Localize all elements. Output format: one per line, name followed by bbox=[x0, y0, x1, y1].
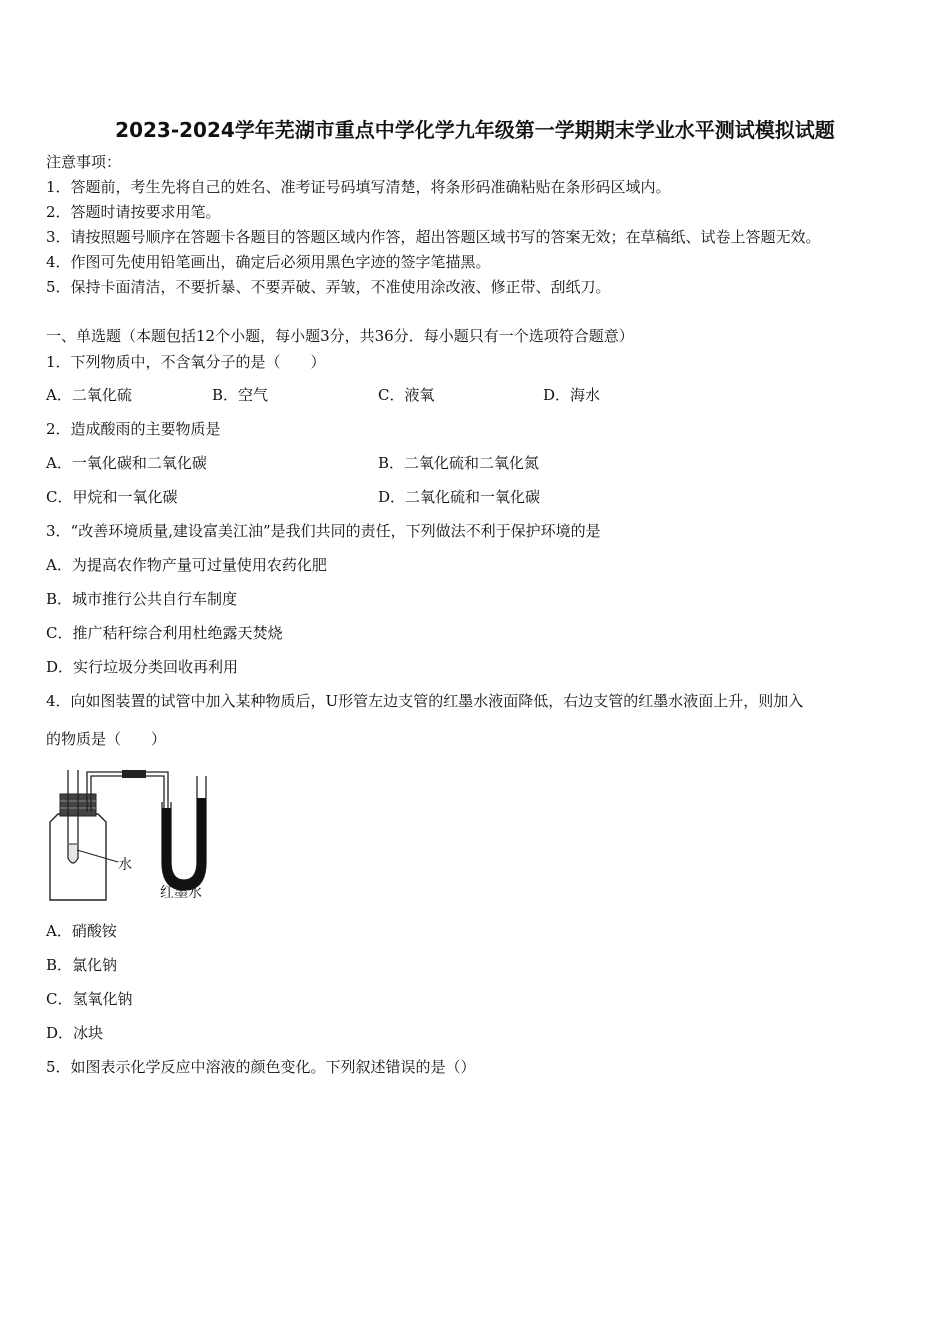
q3-option-b: B．城市推行公共自行车制度 bbox=[46, 590, 238, 608]
notice-item-5: 5．保持卡面清洁，不要折暴、不要弄破、弄皱，不准使用涂改液、修正带、刮纸刀。 bbox=[46, 278, 611, 296]
q3-option-c: C．推广秸秆综合利用杜绝露天焚烧 bbox=[46, 624, 283, 642]
notice-item-1: 1．答题前，考生先将自己的姓名、准考证号码填写清楚，将条形码准确粘贴在条形码区域内。 bbox=[46, 178, 671, 196]
q2-option-b: B．二氧化硫和二氧化氮 bbox=[378, 454, 540, 472]
question-5-stem: 5．如图表示化学反应中溶液的颜色变化。下列叙述错误的是（） bbox=[46, 1058, 476, 1076]
water-label: 水 bbox=[118, 857, 132, 873]
exam-title: 2023-2024学年芜湖市重点中学化学九年级第一学期期末学业水平测试模拟试题 bbox=[115, 118, 835, 142]
q1-option-a: A．二氧化硫 bbox=[46, 386, 132, 404]
q2-option-c: C．甲烷和一氧化碳 bbox=[46, 488, 178, 506]
question-4-stem-line1: 4．向如图装置的试管中加入某种物质后，U形管左边支管的红墨水液面降低，右边支管的红墨水液面上升，则加入 bbox=[46, 692, 804, 710]
q4-option-b: B．氯化钠 bbox=[46, 956, 118, 974]
q1-option-c: C．液氧 bbox=[378, 386, 435, 404]
question-1-stem: 1．下列物质中，不含氧分子的是（ ） bbox=[46, 353, 326, 371]
q2-option-a: A．一氧化碳和二氧化碳 bbox=[46, 454, 207, 472]
notice-item-2: 2．答题时请按要求用笔。 bbox=[46, 203, 221, 221]
question-2-stem: 2．造成酸雨的主要物质是 bbox=[46, 420, 221, 438]
q1-option-d: D．海水 bbox=[543, 386, 601, 404]
q4-option-d: D．冰块 bbox=[46, 1024, 104, 1042]
q3-option-a: A．为提高农作物产量可过量使用农药化肥 bbox=[46, 556, 327, 574]
q2-option-d: D．二氧化硫和一氧化碳 bbox=[378, 488, 541, 506]
red-ink-label: 红墨水 bbox=[160, 885, 202, 901]
notice-item-4: 4．作图可先使用铅笔画出，确定后必须用黑色字迹的签字笔描黑。 bbox=[46, 253, 491, 271]
apparatus-figure bbox=[40, 762, 230, 907]
q4-option-c: C．氢氧化钠 bbox=[46, 990, 133, 1008]
q1-option-b: B．空气 bbox=[212, 386, 269, 404]
q4-option-a: A．硝酸铵 bbox=[46, 922, 117, 940]
q3-option-d: D．实行垃圾分类回收再利用 bbox=[46, 658, 239, 676]
notice-item-3: 3．请按照题号顺序在答题卡各题目的答题区域内作答，超出答题区域书写的答案无效；在草稿纸、试卷上答题无效。 bbox=[46, 228, 821, 246]
section-heading: 一、单选题（本题包括12个小题，每小题3分，共36分．每小题只有一个选项符合题意） bbox=[46, 327, 634, 345]
notice-heading: 注意事项： bbox=[46, 153, 122, 171]
question-4-stem-line2: 的物质是（ ） bbox=[46, 730, 167, 748]
question-3-stem: 3．“改善环境质量,建设富美江油”是我们共同的责任，下列做法不利于保护环境的是 bbox=[46, 522, 601, 540]
